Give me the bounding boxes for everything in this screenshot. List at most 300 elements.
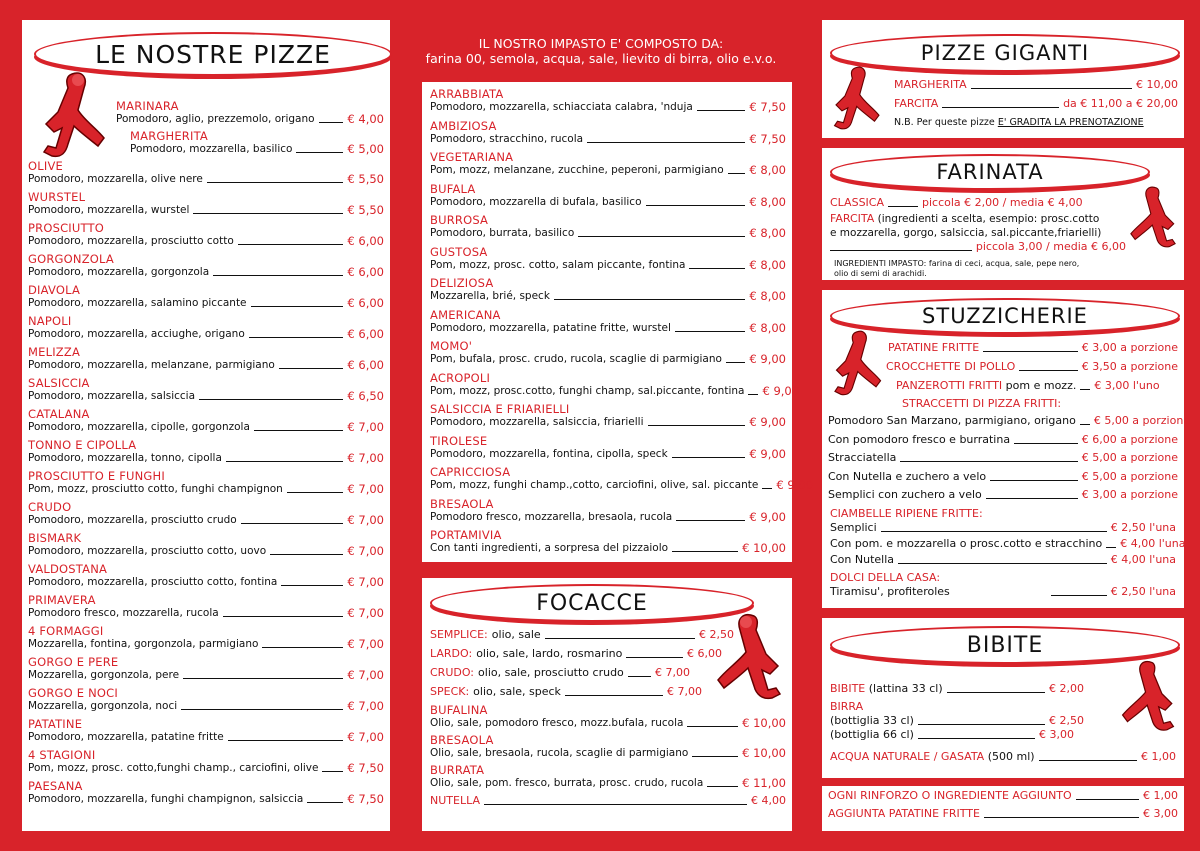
item-name: WURSTEL (28, 190, 86, 204)
list-item (886, 341, 1178, 355)
leader-line (281, 585, 343, 586)
item-price: € 10,00 (742, 746, 786, 760)
list-item (828, 488, 1178, 502)
pizze2-list (430, 87, 813, 561)
item-name: BIBITE (830, 682, 866, 695)
item-row (28, 700, 384, 713)
item-ingredients: Pomodoro, mozzarella, salsiccia, friarielli (430, 416, 644, 428)
item-name: MARGHERITA (894, 78, 967, 91)
item-desc: (bottiglia 33 cl) (830, 714, 914, 727)
leader-line (249, 337, 344, 338)
item-row (430, 133, 786, 146)
leader-line (1106, 547, 1116, 548)
item-name: MARINARA (116, 99, 179, 113)
item-price: € 10,00 (1136, 78, 1178, 91)
item-price: € 5,00 a porzione (1093, 414, 1191, 427)
item-name: SALSICCIA E FRIARIELLI (430, 402, 570, 416)
item-row (116, 113, 384, 126)
item-price: € 3,00 l'uno (1094, 379, 1160, 392)
item-price: € 8,00 (749, 163, 786, 177)
item-ingredients: Pomodoro, mozzarella, patatine fritte, wurstel (430, 321, 671, 334)
item-price: € 6,00 (347, 358, 384, 372)
item-row (430, 290, 786, 303)
item-price: € 7,00 (347, 482, 384, 496)
item-price: € 6,00 (687, 647, 722, 660)
list-item (28, 532, 384, 558)
list-item (28, 377, 384, 403)
item-name: PATATINE (28, 717, 83, 731)
item-price: € 6,00 (347, 296, 384, 310)
leader-line (726, 362, 745, 363)
list-item (430, 704, 786, 730)
list-item (28, 160, 384, 186)
list-item (828, 470, 1178, 484)
list-item (430, 498, 786, 524)
list-item (828, 807, 1178, 821)
list-item (430, 666, 690, 680)
item-row (430, 747, 786, 760)
item-desc: olio, sale (491, 628, 541, 641)
list-item (830, 714, 1084, 728)
leader-line (1014, 443, 1078, 444)
leader-line (707, 786, 738, 787)
item-ingredients: Pomodoro, mozzarella, schiacciata calabra, 'nduja (430, 101, 693, 113)
leader-line (675, 331, 746, 332)
item-desc: pom e mozz. (1005, 379, 1077, 392)
list-item (828, 433, 1178, 447)
list-item (430, 628, 734, 642)
stuzzicherie-top (886, 341, 1178, 410)
item-row (430, 416, 786, 429)
item-ingredients: Olio, sale, pom. fresco, burrata, prosc. crudo, rucola (430, 777, 704, 789)
leader-line (545, 638, 695, 639)
item-price: € 8,00 (749, 194, 786, 209)
leader-line (687, 726, 738, 727)
extra-list (828, 789, 1178, 821)
item-name: Semplici (830, 521, 877, 534)
item-name: PATATINE FRITTE (888, 341, 980, 354)
item-price: € 8,00 (749, 226, 786, 240)
item-price: € 3,00 (1039, 728, 1074, 741)
list-item (830, 553, 1176, 567)
item-price: € 5,00 a porzione (1081, 451, 1178, 464)
item-row (28, 297, 384, 310)
list-item (28, 749, 384, 775)
leader-line (692, 756, 738, 757)
leader-line (728, 173, 746, 174)
item-name: GORGO E PERE (28, 655, 119, 669)
item-name: AGGIUNTA PATATINE FRITTE (828, 807, 980, 820)
list-item (28, 470, 384, 496)
item-name: PORTAMIVIA (430, 528, 502, 542)
list-item (828, 451, 1178, 465)
leader-line (565, 695, 663, 696)
item-row (430, 383, 800, 398)
item-price: € 6,00 (347, 265, 384, 279)
item-ingredients: Pomodoro, mozzarella, basilico (130, 143, 293, 155)
leader-line (918, 738, 1035, 739)
item-price: € 7,00 (347, 544, 384, 558)
list-item (830, 750, 1176, 764)
list-item (28, 315, 384, 341)
list-item (830, 226, 1126, 240)
leader-line (207, 182, 344, 183)
item-name: CROCCHETTE DI POLLO (886, 360, 1016, 373)
mascot-icon (1128, 180, 1178, 256)
item-ingredients: Pomodoro, stracchino, rucola (430, 132, 584, 145)
item-ingredients: Pomodoro fresco, mozzarella, bresaola, rucola (430, 510, 673, 523)
item-row (430, 259, 786, 272)
item-price: € 6,00 (347, 327, 384, 341)
list-item (116, 100, 384, 126)
leader-line (228, 740, 344, 741)
pizze-list (28, 100, 384, 811)
farinata-title-oval (830, 154, 1150, 190)
item-row (28, 762, 384, 775)
item-price: € 7,00 (347, 668, 384, 682)
item-row (28, 731, 384, 744)
item-name: ACQUA NATURALE / GASATA (830, 750, 985, 763)
dolci-title: DOLCI DELLA CASA: (830, 571, 941, 584)
ciambelle-list (830, 521, 1186, 567)
item-price: € 5,50 (347, 203, 384, 217)
item-price: da € 11,00 a € 20,00 (1063, 97, 1178, 110)
leader-line (587, 142, 745, 143)
item-ingredients: Olio, sale, bresaola, rucola, scaglie di parmigiano (430, 747, 689, 759)
list-item (430, 403, 786, 429)
list-item (130, 130, 384, 156)
item-name: FARCITA (830, 212, 875, 225)
list-item (894, 78, 1178, 92)
item-ingredients: Pomodoro, burrata, basilico (430, 227, 575, 239)
leader-line (888, 206, 918, 207)
list-item (430, 794, 786, 808)
farcita-desc-2: e mozzarella, gorgo, salsiccia, sal.piccante,friarielli) (830, 227, 1102, 239)
item-ingredients: Pom, mozz, prosc. cotto, salam piccante, fontina (430, 258, 686, 271)
focacce-title-oval (430, 584, 754, 622)
item-ingredients: Olio, sale, pomodoro fresco, mozz.bufala, rucola (430, 717, 684, 729)
item-row (430, 322, 786, 335)
item-name: SALSICCIA (28, 376, 90, 390)
item-name: AMERICANA (430, 307, 501, 322)
leader-line (213, 275, 343, 276)
item-desc: (bottiglia 66 cl) (830, 728, 914, 741)
ciambelle-block (830, 507, 1186, 599)
item-row (28, 421, 384, 434)
item-name: BRESAOLA (430, 496, 494, 511)
item-row (430, 511, 786, 524)
item-name: Con Nutella (830, 553, 895, 566)
item-desc: (lattina 33 cl) (868, 682, 943, 695)
list-item (28, 222, 384, 248)
list-item (28, 346, 384, 372)
leader-line (199, 399, 343, 400)
pizze-rest (28, 160, 384, 806)
list-item (830, 585, 1176, 599)
leader-line (748, 394, 758, 395)
item-row (28, 390, 384, 403)
item-price: € 7,00 (347, 730, 384, 744)
item-name: GUSTOSA (430, 244, 488, 259)
item-price: € 8,00 (749, 257, 786, 272)
item-ingredients: Pom, bufala, prosc. crudo, rucola, scaglie di parmigiano (430, 353, 722, 365)
item-ingredients: Pomodoro, mozzarella, patatine fritte (28, 731, 224, 743)
item-price: € 5,00 a porzione (1081, 469, 1178, 483)
item-row (28, 359, 384, 372)
item-row (28, 483, 384, 496)
list-item (430, 340, 786, 366)
item-row (28, 266, 384, 279)
item-price: € 8,00 (749, 320, 786, 335)
item-row (430, 777, 786, 790)
item-price: € 4,00 (751, 794, 786, 807)
item-price: € 5,50 (347, 172, 384, 186)
item-name: Stracciatella (828, 451, 897, 464)
item-price: € 7,00 (667, 685, 702, 698)
item-name: BUFALINA (430, 703, 488, 717)
leader-line (484, 804, 747, 805)
item-ingredients: Pomodoro fresco, mozzarella, rucola (28, 607, 219, 619)
item-ingredients: Pom, mozz, prosc.cotto, funghi champ, sal.piccante, fontina (430, 384, 745, 397)
item-name: TIROLESE (430, 433, 488, 448)
leader-line (307, 802, 343, 803)
list-item (430, 309, 786, 335)
leader-line (193, 213, 343, 214)
list-item (430, 214, 786, 240)
list-item (830, 537, 1186, 551)
list-item (28, 408, 384, 434)
leader-line (918, 724, 1045, 725)
straccetti-title: STRACCETTI DI PIZZA FRITTI: (902, 397, 1062, 410)
item-name: VEGETARIANA (430, 150, 514, 164)
item-ingredients: Mozzarella, brié, speck (430, 290, 550, 302)
item-row (28, 669, 384, 682)
leader-line (262, 647, 343, 648)
impasto-line2: olio di semi di arachidi. (834, 269, 927, 278)
item-ingredients: Pom, mozz, funghi champ.,cotto, carciofini, olive, sal. piccante (430, 479, 759, 491)
item-name: PAESANA (28, 779, 83, 793)
item-ingredients: Con tanti ingredienti, a sorpresa del pizzaiolo (430, 542, 669, 554)
item-ingredients: Pomodoro, mozzarella, salsiccia (28, 390, 196, 402)
leader-line (689, 268, 745, 269)
item-price: € 9,00 (749, 352, 786, 366)
item-price: € 2,50 l'una (1110, 521, 1176, 534)
leader-line (898, 563, 1107, 564)
item-price: € 1,00 (1143, 789, 1178, 802)
list-item (830, 682, 1084, 696)
leader-line (762, 488, 772, 489)
leader-line (226, 461, 344, 462)
item-row (28, 576, 384, 589)
leader-line (983, 351, 1078, 352)
item-name: Con pomodoro fresco e burratina (828, 432, 1011, 446)
item-name: 4 FORMAGGI (28, 624, 104, 638)
farinata-title: FARINATA (936, 160, 1044, 184)
list-item (28, 501, 384, 527)
impasto-note (404, 36, 798, 66)
leader-line (322, 771, 343, 772)
leader-line (986, 498, 1078, 499)
item-name: DELIZIOSA (430, 276, 494, 290)
leader-line (223, 616, 344, 617)
impasto-line1: INGREDIENTI IMPASTO: farina di ceci, acqua, sale, pepe nero, (834, 259, 1080, 268)
leader-line (900, 461, 1077, 462)
item-name: PANZEROTTI FRITTI (896, 379, 1003, 392)
leader-line (648, 425, 746, 426)
item-row (28, 235, 384, 248)
leader-line (881, 531, 1107, 532)
item-row (28, 545, 384, 558)
leader-line (1051, 595, 1107, 596)
item-name: PROSCIUTTO (28, 221, 105, 235)
item-name: CLASSICA (830, 196, 885, 209)
item-ingredients: Pomodoro, mozzarella, acciughe, origano (28, 328, 245, 340)
item-name: BISMARK (28, 531, 82, 545)
item-ingredients: Pomodoro, mozzarella, gorgonzola (28, 266, 210, 278)
farinata-content (830, 196, 1126, 279)
leader-line (646, 205, 746, 206)
item-ingredients: Pomodoro, mozzarella, wurstel (28, 204, 190, 216)
item-name: BRESAOLA (430, 733, 494, 747)
item-name: Semplici con zuchero a velo (828, 488, 982, 501)
item-name: Con pom. e mozzarella o prosc.cotto e stracchino (830, 537, 1103, 550)
leader-line (238, 244, 344, 245)
item-ingredients: Pomodoro, mozzarella, salamino piccante (28, 297, 247, 309)
item-ingredients: Pomodoro, mozzarella, tonno, cipolla (28, 452, 222, 464)
list-item (430, 183, 786, 209)
item-row (430, 717, 786, 730)
list-item (894, 97, 1178, 111)
item-row (28, 328, 384, 341)
list-item (828, 789, 1178, 803)
item-price: € 7,50 (347, 792, 384, 806)
item-price: € 7,00 (347, 420, 384, 434)
list-item (28, 563, 384, 589)
leader-line (990, 480, 1078, 481)
leader-line (1039, 760, 1137, 761)
list-item (28, 284, 384, 310)
item-name: MELIZZA (28, 345, 81, 359)
item-price: € 7,50 (347, 761, 384, 775)
impasto-line2: farina 00, semola, acqua, sale, lievito di birra, olio e.v.o. (425, 51, 777, 66)
item-name: NAPOLI (28, 314, 72, 328)
item-price: € 7,00 (347, 637, 384, 651)
leader-line (1019, 370, 1077, 371)
item-price: piccola 3,00 / media € 6,00 (975, 240, 1126, 253)
item-price: € 6,00 (347, 234, 384, 248)
leader-line (296, 152, 343, 153)
item-price: € 3,50 a porzione (1081, 360, 1178, 373)
item-name: BURROSA (430, 213, 489, 227)
mascot-icon (830, 326, 884, 402)
item-name: MARGHERITA (130, 129, 208, 143)
list-item (430, 277, 786, 303)
farcita-desc-1: (ingredienti a scelta, esempio: prosc.cotto (877, 213, 1100, 225)
item-price: € 2,00 (1049, 682, 1084, 695)
item-ingredients: Pom, mozz, prosciutto cotto, funghi champignon (28, 483, 283, 495)
item-ingredients: Pomodoro, mozzarella, prosciutto crudo (28, 514, 237, 526)
item-row (430, 101, 786, 114)
item-ingredients: Pom, mozz, prosc. cotto,funghi champ., carciofini, olive (28, 762, 319, 774)
leader-line (181, 709, 343, 710)
item-price: € 7,00 (347, 699, 384, 713)
list-item (430, 120, 786, 146)
leader-line (254, 430, 344, 431)
farinata-impasto (834, 259, 1126, 279)
item-name: GORGO E NOCI (28, 686, 118, 700)
list-item (28, 594, 384, 620)
item-price: € 7,50 (749, 131, 786, 146)
item-ingredients: Mozzarella, gorgonzola, noci (28, 700, 178, 712)
item-name: OGNI RINFORZO O INGREDIENTE AGGIUNTO (828, 789, 1072, 802)
item-price: € 6,00 a porzione (1081, 432, 1178, 446)
item-desc: olio, sale, lardo, rosmarino (476, 647, 623, 660)
list-item (830, 728, 1074, 742)
leader-line (697, 110, 746, 111)
item-ingredients: Pomodoro, mozzarella, prosciutto cotto, fontina (28, 576, 278, 588)
item-price: piccola € 2,00 / media € 4,00 (922, 196, 1083, 209)
item-row (430, 353, 786, 366)
item-name: ARRABBIATA (430, 87, 504, 101)
item-name: Pomodoro San Marzano, parmigiano, origano (828, 414, 1076, 427)
item-price: € 2,50 (699, 628, 734, 641)
list-item (28, 253, 384, 279)
list-item (430, 529, 786, 555)
farcita-desc (830, 212, 1126, 226)
item-row (130, 143, 384, 156)
item-name: CAPRICCIOSA (430, 465, 511, 479)
item-ingredients: Pomodoro, mozzarella, prosciutto cotto (28, 235, 234, 247)
list-item (28, 191, 384, 217)
item-row (430, 164, 786, 177)
leader-line (1080, 389, 1090, 390)
item-row (28, 173, 384, 186)
item-price: € 2,50 l'una (1110, 585, 1176, 598)
leader-line (971, 88, 1132, 89)
item-ingredients: Pomodoro, mozzarella, melanzane, parmigiano (28, 359, 275, 371)
pizze-title: LE NOSTRE PIZZE (95, 39, 331, 69)
item-price: € 9,00 (749, 509, 786, 524)
bibite-list (830, 682, 1176, 764)
item-desc: (500 ml) (987, 750, 1035, 763)
item-price: € 4,00 (347, 112, 384, 126)
leader-line (287, 492, 344, 493)
item-row (430, 196, 786, 209)
item-name: NUTELLA (430, 794, 480, 807)
giganti-note (894, 117, 1178, 128)
item-price: € 4,00 l'una (1110, 553, 1176, 566)
item-price: € 9,00 (749, 446, 786, 461)
item-name: Con Nutella e zuchero a velo (828, 469, 987, 483)
item-price: € 3,00 a porzione (1081, 341, 1178, 354)
list-item (430, 151, 786, 177)
list-item (430, 370, 800, 398)
birra-name: BIRRA (830, 700, 864, 713)
leader-line (672, 457, 746, 458)
leader-line (947, 692, 1045, 693)
stuzzicherie-title: STUZZICHERIE (922, 304, 1088, 328)
ciambelle-title: CIAMBELLE RIPIENE FRITTE: (830, 507, 983, 520)
item-price: € 7,00 (347, 513, 384, 527)
list-item (896, 379, 1178, 393)
note-underlined: E' GRADITA LA PRENOTAZIONE (997, 117, 1144, 128)
item-ingredients: Pomodoro, mozzarella di bufala, basilico (430, 195, 642, 208)
leader-line (241, 523, 344, 524)
item-price: € 7,00 (347, 606, 384, 620)
list-item (828, 414, 1191, 428)
leader-line (830, 250, 972, 251)
item-ingredients: Pomodoro, aglio, prezzemolo, origano (116, 113, 315, 125)
